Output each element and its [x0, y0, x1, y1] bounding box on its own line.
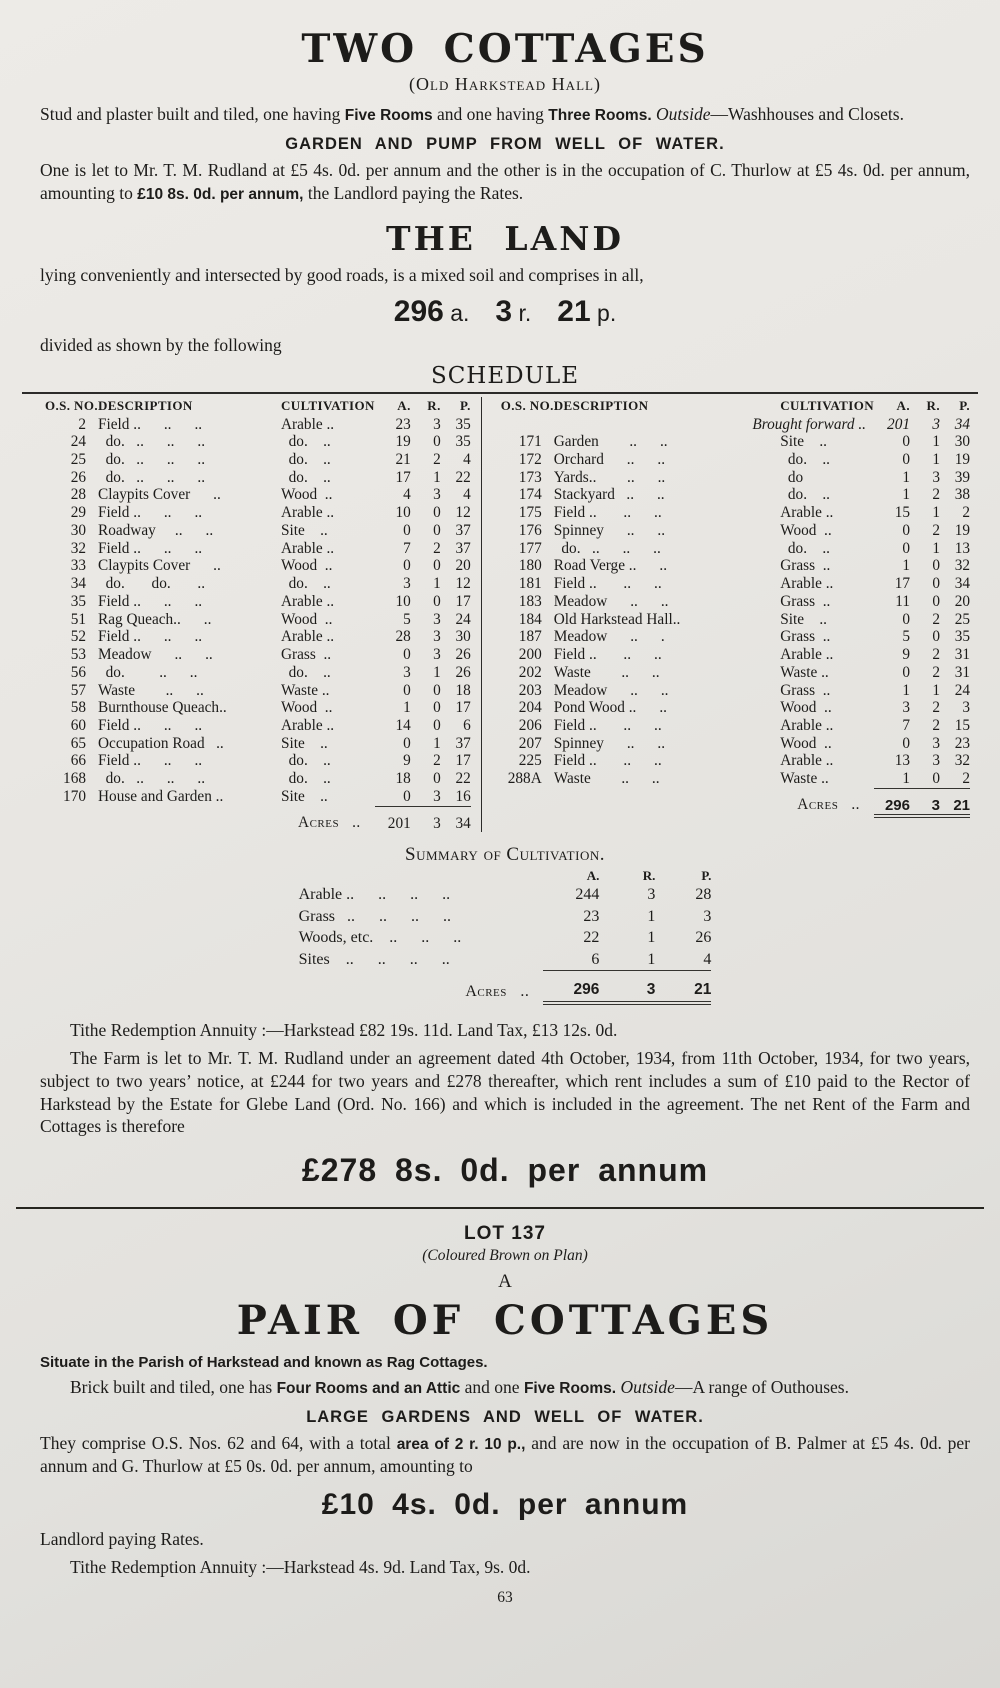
table-row: 65 Occupation Road .. Site .. 0 1 37 [70, 734, 471, 752]
table-row: 174 Stackyard .. .. do. .. 1 2 38 [518, 486, 970, 504]
table-row: 173 Yards.. .. .. do 1 3 39 [518, 468, 970, 486]
summary-table [299, 868, 712, 1005]
table-header-row [496, 397, 970, 416]
col-cultivation: CULTIVATION [281, 397, 375, 413]
acres-total-row-right: Acres .. 296 3 21 [496, 788, 970, 816]
lot-title-two-cottages: TWO COTTAGES [301, 26, 709, 72]
table-row: 177 do. .. .. .. do. .. 0 1 13 [518, 539, 970, 557]
net-rent-figure: £278 8s. 0d. per annum [301, 1152, 709, 1189]
page-number: 63 [497, 1588, 513, 1606]
table-row: 202 Waste .. .. Waste .. 0 2 31 [518, 663, 970, 681]
tithe-annuity-line-2: Tithe Redemption Annuity :—Harkstead 4s. 9d. Land Tax, 9s. 0d. [70, 1556, 531, 1577]
table-row: 32 Field .. .. .. Arable .. 7 2 37 [70, 539, 471, 557]
table-row: 34 do. do. .. do. .. 3 1 12 [70, 575, 471, 593]
table-row: 29 Field .. .. .. Arable .. 10 0 12 [70, 504, 471, 522]
col-roods: R. [427, 397, 441, 413]
large-gardens-heading: LARGE GARDENS AND WELL OF WATER. [306, 1408, 704, 1427]
tithe-annuity-line: Tithe Redemption Annuity :—Harkstead £82 19s. 11d. Land Tax, £13 12s. 0d. [70, 1020, 618, 1041]
table-row: 187 Meadow .. . Grass .. 5 0 35 [518, 628, 970, 646]
table-row: 2 Field .. .. .. Arable .. 23 3 35 [78, 415, 471, 433]
farm-letting-paragraph: The Farm is let to Mr. T. M. Rudland under an agreement dated 4th October, 1934, from 11th October, 1934, for two years, subject to two years’ notice, at £244 for two years and £278 thereafter, which rent includes a sum of £10 paid to the Rector of Harkstead by the Estate for Glebe Land (Ord. No. 166) and which is included in the agreement. The net Rent of the Farm and Cottages is therefore [40, 1048, 970, 1137]
table-row: 30 Roadway .. .. Site .. 0 0 37 [70, 521, 471, 539]
col-os-no: O.S. NO. [44, 397, 98, 413]
table-row: 288A Waste .. .. Waste .. 1 0 2 [507, 770, 970, 788]
table-row: 52 Field .. .. .. Arable .. 28 3 30 [70, 628, 471, 646]
table-row: 25 do. .. .. .. do. .. 21 2 4 [70, 451, 471, 468]
table-row: 204 Pond Wood .. .. Wood .. 3 2 3 [518, 699, 970, 717]
table-row: Arable .. .. .. .. 244 3 28 [298, 886, 712, 904]
landlord-rates-line: Landlord paying Rates. [40, 1529, 204, 1550]
schedule-table-left [40, 397, 471, 833]
table-row: 53 Meadow .. .. Grass .. 0 3 26 [70, 646, 471, 664]
total-area-figure: 296 a. 3 r. 21 p. [393, 294, 617, 328]
col-perches: P. [701, 868, 712, 884]
schedule-left-column [40, 397, 482, 833]
table-row: 184 Old Harkstead Hall.. Site .. 0 2 25 [518, 610, 970, 628]
lot-subtitle: (Old Harkstead Hall) [409, 74, 601, 94]
table-row: 60 Field .. .. .. Arable .. 14 0 6 [70, 717, 471, 735]
schedule-right-column [482, 397, 970, 833]
summary-total-row: Acres .. 296 3 21 [299, 971, 712, 1003]
the-land-title: THE LAND [386, 219, 624, 259]
table-row: 26 do. .. .. .. do. .. 17 1 22 [70, 468, 471, 486]
table-row: 203 Meadow .. .. Grass .. 1 1 24 [518, 681, 970, 699]
table-row: Grass .. .. .. .. 23 1 3 [298, 907, 712, 925]
article-a: A [498, 1271, 512, 1293]
table-row: 207 Spinney .. .. Wood .. 0 3 23 [518, 734, 970, 752]
schedule-rule [22, 392, 978, 394]
col-acres: A. [896, 397, 910, 413]
table-row: 181 Field .. .. .. Arable .. 17 0 34 [518, 575, 970, 593]
table-row: 51 Rag Queach.. .. Wood .. 5 3 24 [70, 610, 471, 628]
table-row: 57 Waste .. .. Waste .. 0 0 18 [70, 681, 471, 699]
acres-total-row-left: Acres .. 201 3 34 [40, 806, 471, 832]
table-row: 66 Field .. .. .. do. .. 9 2 17 [70, 752, 471, 770]
col-acres: A. [397, 397, 411, 413]
comprise-paragraph: They comprise O.S. Nos. 62 and 64, with a total area of 2 r. 10 p., and are now in the occupation of B. Palmer at £5 4s. 0d. per annum and G. Thurlow at £5 0s. 0d. per annum, amounting to [40, 1433, 970, 1477]
table-header-row [299, 868, 712, 884]
table-row: 171 Garden .. .. Site .. 0 1 30 [518, 433, 970, 451]
table-header-row [40, 397, 471, 416]
garden-pump-heading: GARDEN AND PUMP FROM WELL OF WATER. [285, 135, 725, 154]
pair-of-cottages-title: PAIR OF COTTAGES [236, 1297, 774, 1345]
cottages-letting: One is let to Mr. T. M. Rudland at £5 4s. 0d. per annum and the other is in the occupation of C. Thurlow at £5 4s. 0d. per annum, amounting to £10 8s. 0d. per annum, the Landlord paying the Rates. [40, 160, 970, 203]
col-cultivation: CULTIVATION [780, 397, 874, 413]
col-os-no: O.S. NO. [500, 397, 554, 413]
col-perches: P. [459, 397, 471, 413]
cottages-description: Stud and plaster built and tiled, one having Five Rooms and one having Three Rooms. Outside—Washhouses and Closets. [40, 104, 904, 124]
table-row: 58 Burnthouse Queach.. Wood .. 1 0 17 [70, 699, 471, 717]
table-row: 180 Road Verge .. .. Grass .. 1 0 32 [518, 557, 970, 575]
schedule-tables [40, 397, 970, 833]
land-intro: lying conveniently and intersected by good roads, is a mixed soil and comprises in all, [40, 265, 644, 286]
col-perches: P. [959, 397, 970, 413]
schedule-table-right [496, 397, 970, 819]
summary-heading: Summary of Cultivation. [405, 844, 605, 866]
table-row: 168 do. .. .. .. do. .. 18 0 22 [63, 770, 471, 788]
col-roods: R. [926, 397, 940, 413]
table-row: 56 do. .. .. do. .. 3 1 26 [70, 663, 471, 681]
table-row: Sites .. .. .. .. 6 1 4 [298, 950, 712, 969]
table-row: 24 do. .. .. .. do. .. 19 0 35 [70, 433, 471, 451]
table-row: 225 Field .. .. .. Arable .. 13 3 32 [518, 752, 970, 770]
divided-note: divided as shown by the following [40, 334, 282, 355]
col-roods: R. [642, 868, 656, 884]
schedule-heading: SCHEDULE [430, 362, 580, 389]
lot-137-heading: LOT 137 [464, 1223, 546, 1245]
brick-built-paragraph: Brick built and tiled, one has Four Rooms and an Attic and one Five Rooms. Outside—A range of Outhouses. [70, 1377, 849, 1398]
table-row: 33 Claypits Cover .. Wood .. 0 0 20 [70, 557, 471, 575]
table-row: 170 House and Garden .. Site .. 0 3 16 [63, 787, 471, 805]
table-row: 200 Field .. .. .. Arable .. 9 2 31 [518, 646, 970, 664]
table-row: 175 Field .. .. .. Arable .. 15 1 2 [518, 504, 970, 522]
table-row: Woods, etc. .. .. .. 22 1 26 [298, 929, 712, 947]
col-acres: A. [586, 868, 600, 884]
table-row: 183 Meadow .. .. Grass .. 11 0 20 [518, 592, 970, 610]
plan-colour-note: (Coloured Brown on Plan) [422, 1247, 588, 1265]
situate-line: Situate in the Parish of Harkstead and known as Rag Cottages. [40, 1354, 488, 1372]
col-description: DESCRIPTION [98, 397, 193, 413]
brought-forward-row: Brought forward .. 201 3 34 [752, 415, 970, 433]
table-row: 28 Claypits Cover .. Wood .. 4 3 4 [70, 486, 471, 504]
cottages-rent-figure: £10 4s. 0d. per annum [321, 1488, 689, 1522]
summary-of-cultivation [265, 844, 745, 1005]
table-row: 206 Field .. .. .. Arable .. 7 2 15 [518, 717, 970, 735]
table-row: 35 Field .. .. .. Arable .. 10 0 17 [70, 592, 471, 610]
table-row: 172 Orchard .. .. do. .. 0 1 19 [518, 451, 970, 468]
table-row: 176 Spinney .. .. Wood .. 0 2 19 [518, 521, 970, 539]
lot-divider-rule [16, 1207, 984, 1209]
col-description: DESCRIPTION [553, 397, 649, 413]
